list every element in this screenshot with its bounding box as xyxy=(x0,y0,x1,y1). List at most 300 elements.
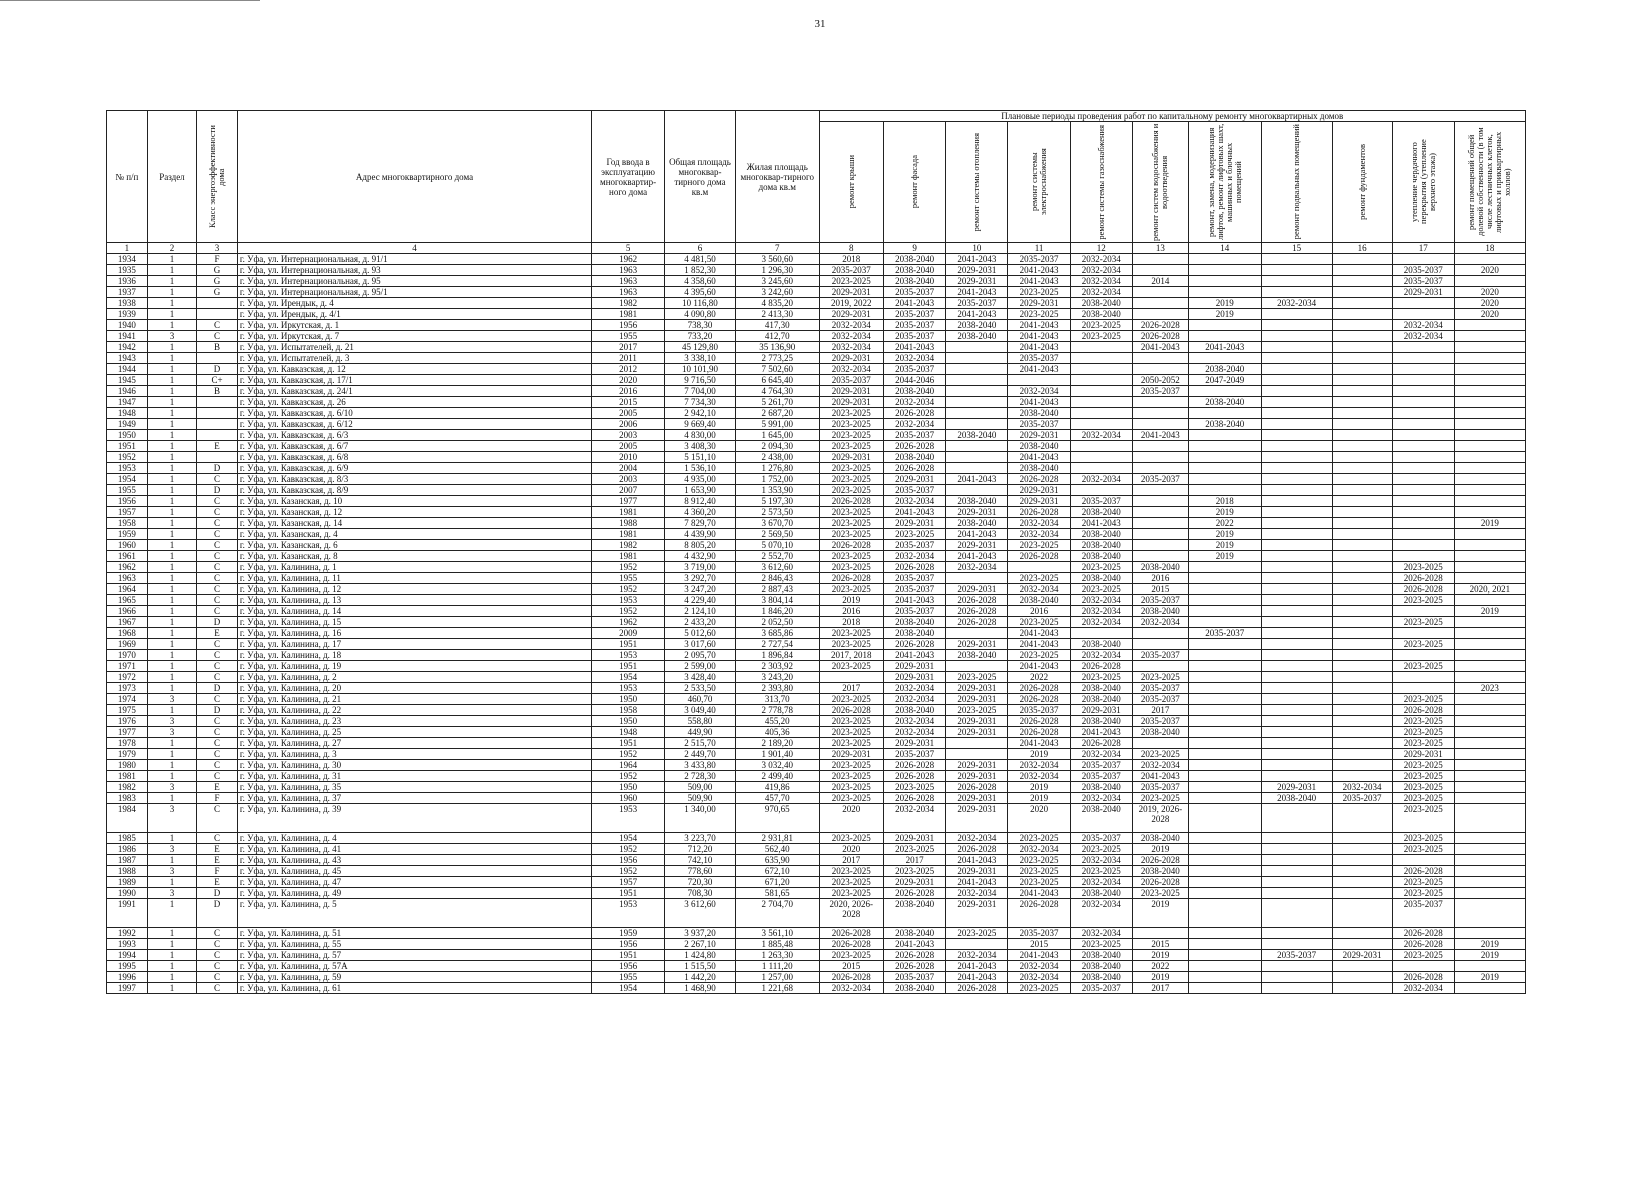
table-cell: 2 433,20 xyxy=(665,617,736,628)
address-cell: г. Уфа, ул. Калинина, д. 23 xyxy=(237,716,591,727)
table-cell: 2023-2025 xyxy=(1132,888,1188,899)
table-cell xyxy=(1132,628,1188,639)
table-cell xyxy=(1132,529,1188,540)
table-cell: 2026-2028 xyxy=(819,705,883,716)
table-row xyxy=(107,485,1526,496)
col-number: 4 xyxy=(237,243,591,254)
table-cell: 2032-2034 xyxy=(1070,877,1132,888)
table-cell: 2026-2028 xyxy=(1070,661,1132,672)
table-cell: 2038-2040 xyxy=(883,276,945,287)
table-cell: 1973 xyxy=(107,683,148,694)
table-cell xyxy=(1261,855,1332,866)
table-cell: 2019 xyxy=(1132,972,1188,983)
table-cell xyxy=(1392,474,1454,485)
table-cell: 1940 xyxy=(107,320,148,331)
col-number: 16 xyxy=(1332,243,1392,254)
table-cell xyxy=(1261,771,1332,782)
table-cell: 2023-2025 xyxy=(883,782,945,793)
table-cell xyxy=(946,342,1008,353)
table-cell: 2023-2025 xyxy=(819,441,883,452)
table-cell: 1938 xyxy=(107,298,148,309)
table-cell xyxy=(197,430,238,441)
table-cell: 2041-2043 xyxy=(946,474,1008,485)
table-cell xyxy=(819,672,883,683)
table-cell: 2032-2034 xyxy=(1008,972,1070,983)
table-cell xyxy=(946,364,1008,375)
address-cell: г. Уфа, ул. Калинина, д. 2 xyxy=(237,672,591,683)
table-cell xyxy=(946,353,1008,364)
table-cell: 2023-2025 xyxy=(1070,584,1132,595)
table-cell: 1969 xyxy=(107,639,148,650)
table-cell: C xyxy=(197,972,238,983)
table-cell xyxy=(1454,727,1525,738)
table-cell: 2007 xyxy=(592,485,665,496)
table-cell: 2029-2031 xyxy=(819,287,883,298)
table-cell: 1981 xyxy=(592,529,665,540)
table-cell: 2026-2028 xyxy=(1392,584,1454,595)
table-cell: 1 xyxy=(147,972,196,983)
col-number: 13 xyxy=(1132,243,1188,254)
table-cell: 2029-2031 xyxy=(883,518,945,529)
col-number: 10 xyxy=(946,243,1008,254)
table-cell: 2032-2034 xyxy=(883,496,945,507)
table-cell: 2041-2043 xyxy=(883,650,945,661)
table-cell: 2023-2025 xyxy=(1392,950,1454,961)
table-cell xyxy=(1261,617,1332,628)
table-cell xyxy=(1454,496,1525,507)
table-cell xyxy=(1188,899,1261,928)
table-cell: 558,80 xyxy=(665,716,736,727)
table-cell: D xyxy=(197,364,238,375)
table-cell xyxy=(1454,452,1525,463)
table-cell: 2026-2028 xyxy=(1070,738,1132,749)
table-cell: 2041-2043 xyxy=(1008,628,1070,639)
table-cell xyxy=(1132,397,1188,408)
table-cell: 2016 xyxy=(1008,606,1070,617)
table-row xyxy=(107,573,1526,584)
table-cell: 3 560,60 xyxy=(735,254,819,265)
table-cell: 6 645,40 xyxy=(735,375,819,386)
table-cell: 419,86 xyxy=(735,782,819,793)
table-cell: 2029-2031 xyxy=(946,540,1008,551)
table-cell: 2029-2031 xyxy=(1332,950,1392,961)
table-cell: 2038-2040 xyxy=(1070,573,1132,584)
table-cell xyxy=(1132,928,1188,939)
table-row xyxy=(107,983,1526,994)
table-cell: 2 189,20 xyxy=(735,738,819,749)
table-cell: 1 xyxy=(147,397,196,408)
table-cell: 1952 xyxy=(592,866,665,877)
col-header-water-label: ремонт систем водоснабжения и водоотведения xyxy=(1150,123,1170,241)
table-cell: 2035-2037 xyxy=(1392,265,1454,276)
table-cell: C xyxy=(197,606,238,617)
table-cell: 2041-2043 xyxy=(1008,276,1070,287)
table-cell: 2038-2040 xyxy=(1070,540,1132,551)
table-cell: 2041-2043 xyxy=(1008,950,1070,961)
table-cell: 2009 xyxy=(592,628,665,639)
table-cell: 1966 xyxy=(107,606,148,617)
address-cell: г. Уфа, ул. Калинина, д. 35 xyxy=(237,782,591,793)
address-cell: г. Уфа, ул. Калинина, д. 37 xyxy=(237,793,591,804)
table-cell: 2017 xyxy=(883,855,945,866)
table-cell: 1988 xyxy=(107,866,148,877)
table-cell: 2026-2028 xyxy=(883,463,945,474)
table-cell: 1 xyxy=(147,705,196,716)
table-cell: 2038-2040 xyxy=(1132,866,1188,877)
table-row xyxy=(107,254,1526,265)
table-cell xyxy=(1332,540,1392,551)
table-cell: 2041-2043 xyxy=(946,287,1008,298)
table-row xyxy=(107,551,1526,562)
table-cell: 2019 xyxy=(1188,551,1261,562)
table-row xyxy=(107,375,1526,386)
table-cell: 1 xyxy=(147,518,196,529)
table-cell: 2029-2031 xyxy=(946,265,1008,276)
table-cell: 2041-2043 xyxy=(1188,342,1261,353)
table-cell: 1962 xyxy=(592,254,665,265)
table-cell xyxy=(1188,595,1261,606)
table-cell: 2038-2040 xyxy=(883,452,945,463)
table-cell: 2029-2031 xyxy=(883,672,945,683)
table-cell: 1954 xyxy=(592,983,665,994)
table-cell xyxy=(1008,375,1070,386)
table-cell: 2038-2040 xyxy=(1188,364,1261,375)
col-number: 7 xyxy=(735,243,819,254)
table-cell: 1 752,00 xyxy=(735,474,819,485)
table-cell xyxy=(1454,716,1525,727)
address-cell: г. Уфа, ул. Калинина, д. 14 xyxy=(237,606,591,617)
table-cell: 2029-2031 xyxy=(946,771,1008,782)
table-cell: 1 xyxy=(147,529,196,540)
address-cell: г. Уфа, ул. Казанская, д. 6 xyxy=(237,540,591,551)
table-cell: 635,90 xyxy=(735,855,819,866)
table-row xyxy=(107,782,1526,793)
table-cell: 2023-2025 xyxy=(819,430,883,441)
address-cell: г. Уфа, ул. Кавказская, д. 24/1 xyxy=(237,386,591,397)
table-cell xyxy=(1188,441,1261,452)
table-cell: 2020 xyxy=(1454,287,1525,298)
table-cell: 1980 xyxy=(107,760,148,771)
table-cell xyxy=(1261,254,1332,265)
table-cell: 45 129,80 xyxy=(665,342,736,353)
table-cell: 1979 xyxy=(107,749,148,760)
table-cell xyxy=(1188,639,1261,650)
table-cell xyxy=(1454,804,1525,833)
table-cell xyxy=(1454,507,1525,518)
table-cell: D xyxy=(197,683,238,694)
table-cell xyxy=(1188,408,1261,419)
table-cell xyxy=(946,452,1008,463)
table-cell xyxy=(1332,287,1392,298)
table-cell: C xyxy=(197,650,238,661)
table-row xyxy=(107,639,1526,650)
table-cell: 2 052,50 xyxy=(735,617,819,628)
table-cell xyxy=(1261,595,1332,606)
table-cell: 2023-2025 xyxy=(1070,844,1132,855)
table-cell: 2032-2034 xyxy=(1008,529,1070,540)
table-cell: 1964 xyxy=(592,760,665,771)
table-cell xyxy=(1332,265,1392,276)
table-cell: 2041-2043 xyxy=(1008,738,1070,749)
table-cell: 2023-2025 xyxy=(819,782,883,793)
table-cell: 2026-2028 xyxy=(883,793,945,804)
table-cell xyxy=(1132,298,1188,309)
table-cell: C xyxy=(197,760,238,771)
table-row xyxy=(107,738,1526,749)
table-cell: 2026-2028 xyxy=(946,617,1008,628)
table-cell xyxy=(1261,485,1332,496)
table-cell xyxy=(1188,287,1261,298)
table-cell: 3 xyxy=(147,888,196,899)
table-cell: 742,10 xyxy=(665,855,736,866)
address-cell: г. Уфа, ул. Казанская, д. 12 xyxy=(237,507,591,518)
table-cell xyxy=(1261,518,1332,529)
table-cell xyxy=(1132,463,1188,474)
table-cell xyxy=(1188,672,1261,683)
table-cell: 2032-2034 xyxy=(883,716,945,727)
table-cell: 2041-2043 xyxy=(883,507,945,518)
table-cell: 2015 xyxy=(1132,939,1188,950)
table-cell: 2035-2037 xyxy=(883,540,945,551)
table-cell xyxy=(1261,727,1332,738)
table-cell: 1 xyxy=(147,507,196,518)
table-cell: 2023-2025 xyxy=(819,833,883,844)
table-cell xyxy=(1392,375,1454,386)
table-cell: 1 xyxy=(147,276,196,287)
table-cell: 2041-2043 xyxy=(946,972,1008,983)
table-cell xyxy=(1392,419,1454,430)
table-row xyxy=(107,661,1526,672)
table-cell xyxy=(1188,463,1261,474)
table-cell: 2035-2037 xyxy=(1070,771,1132,782)
table-cell: 1 xyxy=(147,899,196,928)
table-cell: C xyxy=(197,562,238,573)
address-cell: г. Уфа, ул. Калинина, д. 1 xyxy=(237,562,591,573)
table-cell xyxy=(1132,265,1188,276)
table-cell: 1981 xyxy=(592,309,665,320)
table-cell xyxy=(1261,961,1332,972)
table-cell: 2032-2034 xyxy=(883,683,945,694)
table-cell: 2020 xyxy=(1454,309,1525,320)
table-cell: 2023-2025 xyxy=(819,529,883,540)
table-cell xyxy=(1392,551,1454,562)
table-cell: 1 645,00 xyxy=(735,430,819,441)
table-cell xyxy=(1261,804,1332,833)
table-cell xyxy=(1454,928,1525,939)
col-header-basement xyxy=(1261,122,1332,243)
table-cell: 2023-2025 xyxy=(946,705,1008,716)
table-cell xyxy=(1070,353,1132,364)
table-cell: 2038-2040 xyxy=(883,265,945,276)
table-cell xyxy=(1392,855,1454,866)
table-cell xyxy=(1454,320,1525,331)
table-cell: 1965 xyxy=(107,595,148,606)
table-cell: 2032-2034 xyxy=(1070,899,1132,928)
table-row xyxy=(107,463,1526,474)
table-cell xyxy=(1188,265,1261,276)
table-cell: 1950 xyxy=(107,430,148,441)
table-cell: 2032-2034 xyxy=(1070,749,1132,760)
table-cell: 1 896,84 xyxy=(735,650,819,661)
table-cell: 1962 xyxy=(592,617,665,628)
table-cell xyxy=(1261,833,1332,844)
table-cell xyxy=(1261,276,1332,287)
table-cell: E xyxy=(197,844,238,855)
table-cell: 2029-2031 xyxy=(883,738,945,749)
table-cell xyxy=(1454,888,1525,899)
table-cell xyxy=(1332,353,1392,364)
table-cell: 1 xyxy=(147,855,196,866)
table-cell: 3 338,10 xyxy=(665,353,736,364)
table-cell: 2026-2028 xyxy=(883,441,945,452)
table-cell: 1939 xyxy=(107,309,148,320)
table-cell: 2019 xyxy=(1132,950,1188,961)
table-cell: 1977 xyxy=(107,727,148,738)
table-cell: 2035-2037 xyxy=(819,375,883,386)
table-cell xyxy=(1454,983,1525,994)
table-cell: 10 101,90 xyxy=(665,364,736,375)
table-cell xyxy=(946,661,1008,672)
table-cell: 2029-2031 xyxy=(946,507,1008,518)
capital-repair-table xyxy=(106,110,1526,994)
table-cell xyxy=(197,408,238,419)
table-cell: 2029-2031 xyxy=(946,760,1008,771)
table-cell xyxy=(197,419,238,430)
table-cell xyxy=(1261,584,1332,595)
table-cell: 2038-2040 xyxy=(1132,562,1188,573)
table-cell xyxy=(1392,672,1454,683)
table-cell: 2026-2028 xyxy=(1132,877,1188,888)
table-cell: 1 xyxy=(147,683,196,694)
table-cell: 2023-2025 xyxy=(819,639,883,650)
table-cell: 2003 xyxy=(592,430,665,441)
table-cell xyxy=(1332,529,1392,540)
table-cell xyxy=(1188,961,1261,972)
table-cell: 2050-2052 xyxy=(1132,375,1188,386)
table-cell xyxy=(1332,855,1392,866)
table-cell: C xyxy=(197,804,238,833)
table-cell xyxy=(1454,408,1525,419)
table-cell xyxy=(1188,320,1261,331)
table-cell: 1 xyxy=(147,496,196,507)
table-cell: C xyxy=(197,595,238,606)
table-cell xyxy=(1332,844,1392,855)
col-header-electric-label: ремонт системы электроснабжения xyxy=(1029,148,1049,216)
table-cell xyxy=(1261,877,1332,888)
table-cell: 1972 xyxy=(107,672,148,683)
col-header-num: № п/п xyxy=(107,111,148,243)
table-cell xyxy=(1070,485,1132,496)
table-cell: 1 515,50 xyxy=(665,961,736,972)
table-cell: 2032-2034 xyxy=(819,364,883,375)
table-cell: C xyxy=(197,771,238,782)
col-number: 18 xyxy=(1454,243,1525,254)
table-cell: 2032-2034 xyxy=(1008,584,1070,595)
table-cell: 1 xyxy=(147,342,196,353)
table-cell xyxy=(1392,353,1454,364)
table-cell: 2032-2034 xyxy=(1008,844,1070,855)
table-row xyxy=(107,888,1526,899)
table-row xyxy=(107,844,1526,855)
table-cell: 2038-2040 xyxy=(1070,961,1132,972)
table-cell: 712,20 xyxy=(665,844,736,855)
table-cell xyxy=(946,939,1008,950)
table-cell: 1951 xyxy=(107,441,148,452)
table-cell: B xyxy=(197,386,238,397)
table-cell xyxy=(946,628,1008,639)
table-cell: 2041-2043 xyxy=(883,595,945,606)
table-cell: 2029-2031 xyxy=(946,683,1008,694)
table-cell: 1 xyxy=(147,617,196,628)
table-cell: 2041-2043 xyxy=(1132,771,1188,782)
address-cell: г. Уфа, ул. Калинина, д. 21 xyxy=(237,694,591,705)
address-cell: г. Уфа, ул. Калинина, д. 61 xyxy=(237,983,591,994)
table-cell: C xyxy=(197,496,238,507)
table-cell: 2023-2025 xyxy=(1070,866,1132,877)
table-cell: C xyxy=(197,474,238,485)
table-cell: 671,20 xyxy=(735,877,819,888)
table-cell xyxy=(1454,855,1525,866)
table-cell: 3 804,14 xyxy=(735,595,819,606)
table-cell: 2032-2034 xyxy=(946,562,1008,573)
table-cell xyxy=(197,452,238,463)
table-cell: E xyxy=(197,855,238,866)
table-cell: 2023-2025 xyxy=(946,672,1008,683)
table-cell xyxy=(1188,485,1261,496)
table-cell: 2 846,43 xyxy=(735,573,819,584)
table-cell: 2038-2040 xyxy=(946,430,1008,441)
table-row xyxy=(107,928,1526,939)
table-cell xyxy=(1261,419,1332,430)
table-row xyxy=(107,441,1526,452)
table-cell: 1953 xyxy=(107,463,148,474)
table-cell: 2019 xyxy=(1008,793,1070,804)
table-cell: 5 991,00 xyxy=(735,419,819,430)
table-cell: 2023-2025 xyxy=(1392,639,1454,650)
table-cell xyxy=(1332,430,1392,441)
table-cell: G xyxy=(197,276,238,287)
table-cell: 1949 xyxy=(107,419,148,430)
table-cell: 2023-2025 xyxy=(1008,573,1070,584)
table-cell xyxy=(1132,408,1188,419)
table-cell: C xyxy=(197,518,238,529)
table-cell xyxy=(1188,584,1261,595)
table-cell: 2023-2025 xyxy=(1392,782,1454,793)
table-cell: 2023-2025 xyxy=(1392,833,1454,844)
table-cell: 2023-2025 xyxy=(819,738,883,749)
table-cell xyxy=(1454,793,1525,804)
table-cell: 581,65 xyxy=(735,888,819,899)
table-cell: 2035-2037 xyxy=(1132,650,1188,661)
table-cell: 1995 xyxy=(107,961,148,972)
table-cell xyxy=(1261,661,1332,672)
table-cell xyxy=(1070,397,1132,408)
table-cell: 2032-2034 xyxy=(1070,617,1132,628)
col-header-section: Раздел xyxy=(147,111,196,243)
table-cell xyxy=(1454,694,1525,705)
table-cell xyxy=(1188,844,1261,855)
table-row xyxy=(107,287,1526,298)
table-cell: 1961 xyxy=(107,551,148,562)
table-cell: 1974 xyxy=(107,694,148,705)
table-cell: C xyxy=(197,529,238,540)
table-cell xyxy=(1454,430,1525,441)
table-cell: 2026-2028 xyxy=(1392,972,1454,983)
table-cell xyxy=(1454,650,1525,661)
table-cell: 1955 xyxy=(592,972,665,983)
table-cell: 1960 xyxy=(107,540,148,551)
table-cell: 2026-2028 xyxy=(883,888,945,899)
